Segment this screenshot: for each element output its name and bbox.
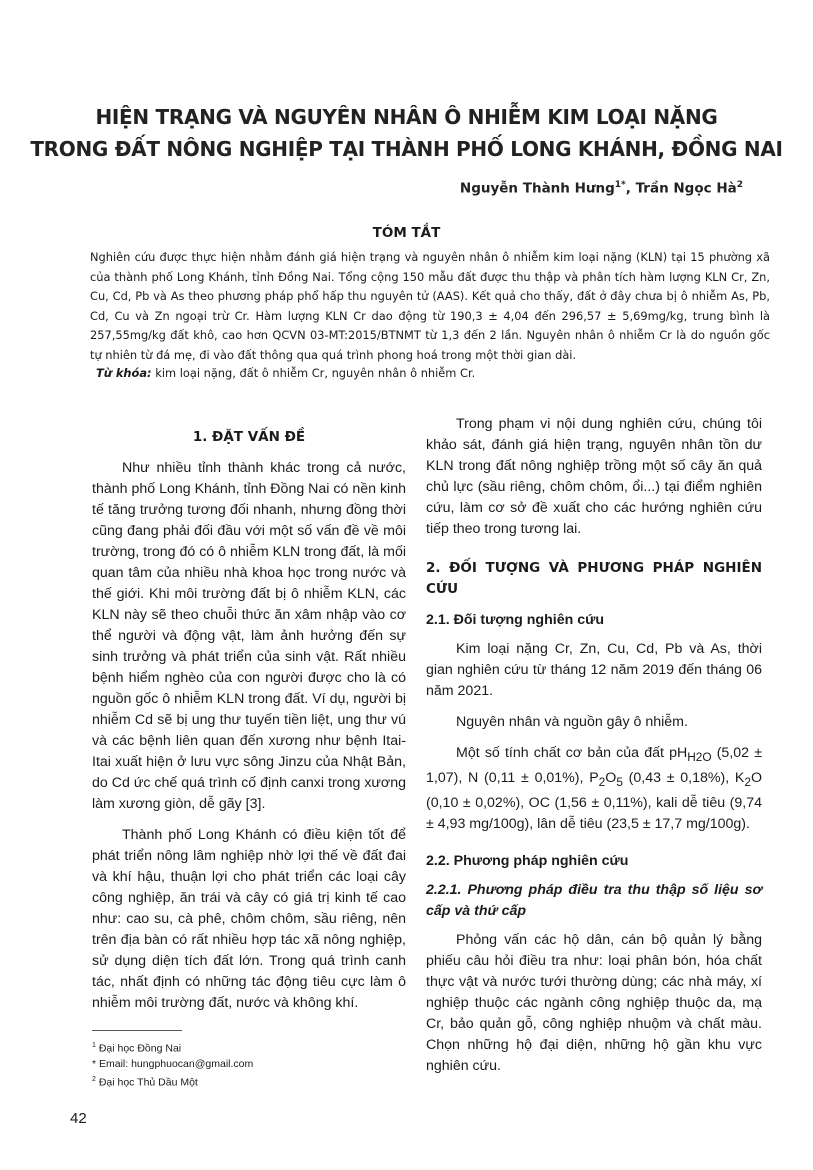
left-column: [92, 427, 406, 1024]
author-1-affil: 1*: [614, 180, 626, 190]
subsection-2-2-heading: 2.2. Phương pháp nghiên cứu: [426, 852, 629, 869]
footnote-2: $^2$ Đại học Thủ Dầu Một: [92, 1075, 198, 1088]
keywords-text: kim loại nặng, đất ô nhiễm Cr, nguyên nhân ô nhiễm Cr.: [151, 366, 476, 380]
paper-title-line1: HIỆN TRẠNG VÀ NGUYÊN NHÂN Ô NHIỄM KIM LOẠI NẶNG: [95, 105, 718, 129]
paragraph: Như nhiều tỉnh thành khác trong cả nước, thành phố Long Khánh, tỉnh Đồng Nai có nền kinh tế tăng trưởng tương đối nhanh, nhưng đồng thời cũng đang phải đối đầu với một số vấn đề về môi trường, trong đó có ô nhiễm KLN trong đất, là mối quan tâm của nhiều nhà khoa học trong nước và thế giới. Khi môi trường đất bị ô nhiễm KLN, các KLN này sẽ theo chuỗi thức ăn xâm nhập vào cơ thể người và động vật, làm ảnh hưởng đến sự sinh trưởng và phát triển của sinh vật. Rất nhiều bệnh hiểm nghèo của con người được cho là có nguồn gốc ô nhiễm KLN trong đất. Ví dụ, người bị nhiễm Cd sẽ bị ung thư tuyến tiền liệt, ung thư vú và các bệnh liên quan đến xương như bệnh Itai-Itai xuất hiện ở lưu vực sông Jinzu của Nhật Bản, do Cd ức chế quá trình cố định canxi trong xương làm xương giòn, dễ gãy [3].: [92, 460, 406, 812]
paragraph: Thành phố Long Khánh có điều kiện tốt để phát triển nông lâm nghiệp nhờ lợi thế về đất đai và khí hậu, thuận lợi cho phát triển các loại cây công nghiệp, ăn trái và cây có giá trị kinh tế cao như: cao su, cà phê, chôm chôm, sầu riêng, nên trên địa bàn có rất nhiều hợp tác xã nông nghiệp, sử dụng diện tích đất lớn. Trong quá trình canh tác, nhất định có những tác động tiêu cực làm ô nhiễm môi trường đất, nước và không khí.: [92, 827, 406, 1011]
abstract-heading: TÓM TẮT: [372, 225, 441, 241]
subsection-2-2-1-heading: 2.2.1. Phương pháp điều tra thu thập số liệu sơ cấp và thứ cấp: [426, 881, 762, 919]
paragraph: Nguyên nhân và nguồn gây ô nhiễm.: [456, 714, 688, 730]
right-column: [426, 414, 762, 1087]
paragraph: Kim loại nặng Cr, Zn, Cu, Cd, Pb và As, thời gian nghiên cứu từ tháng 12 năm 2019 đến tháng 06 năm 2021.: [426, 641, 762, 699]
paragraph-soil-properties: Một số tính chất cơ bản của đất $pH_{H2O}$ (5,02 ± 1,07), N (0,11 ± 0,01%), $P_2O_5$ (0,43 ± 0,18%), $K_2O$ (0,10 ± 0,02%), OC (1,56 ± 0,11%), kali dễ tiêu (9,74 ± 4,93 mg/100g), lân dễ tiêu (23,5 ± 17,7 mg/100g).: [426, 745, 762, 832]
page-number: 42: [70, 1110, 87, 1127]
paper-title-line2: TRONG ĐẤT NÔNG NGHIỆP TẠI THÀNH PHỐ LONG KHÁNH, ĐỒNG NAI: [30, 137, 783, 161]
section-2-heading: 2. ĐỐI TƯỢNG VÀ PHƯƠNG PHÁP NGHIÊN CỨU: [426, 560, 762, 597]
footnote-email: * Email: hungphuocan@gmail.com: [92, 1057, 254, 1070]
keywords-label: Từ khóa:: [96, 366, 152, 380]
subsection-2-1-heading: 2.1. Đối tượng nghiên cứu: [426, 612, 605, 628]
paragraph: Phỏng vấn các hộ dân, cán bộ quản lý bằng phiếu câu hỏi điều tra như: loại phân bón, hóa chất thực vật và nước tưới thường dùng; các nhà máy, xí nghiệp thuộc các ngành công nghiệp thuộc da, mạ Cr, bảo quản gỗ, công nghiệp nhuộm và chất màu. Chọn những hộ đại diện, những hộ gần khu vực nghiên cứu.: [426, 931, 762, 1074]
footnotes: [92, 1038, 253, 1090]
footnote-1: $^1$ Đại học Đồng Nai: [92, 1042, 182, 1055]
keywords: [96, 366, 475, 380]
section-1-heading: 1. ĐẶT VẤN ĐỀ: [192, 429, 306, 445]
footnote-divider: [92, 1030, 182, 1031]
author-2: , Trần Ngọc Hà: [625, 180, 737, 197]
paragraph: Trong phạm vi nội dung nghiên cứu, chúng tôi khảo sát, đánh giá hiện trạng, nguyên nhân tồn dư KLN trong đất nông nghiệp trồng một số cây ăn quả chủ lực (sầu riêng, chôm chôm, ổi...) tại điểm nghiên cứu, làm cơ sở đề xuất cho các hướng nghiên cứu tiếp theo trong tương lai.: [426, 416, 762, 537]
abstract-text: Nghiên cứu được thực hiện nhằm đánh giá hiện trạng và nguyên nhân ô nhiễm kim loại nặng (KLN) tại 15 phường xã của thành phố Long Khánh, tỉnh Đồng Nai. Tổng cộng 150 mẫu đất được thu thập và phân tích hàm lượng KLN Cr, Zn, Cu, Cd, Pb và As theo phương pháp phổ hấp thu nguyên tử (AAS). Kết quả cho thấy, đất ở đây chưa bị ô nhiễm As, Pb, Cd, Cu và Zn ngoại trừ Cr. Hàm lượng KLN Cr dao động từ 190,3 ± 4,04 đến 296,57 ± 5,69mg/kg, trung bình là 257,55mg/kg đất khô, cao hơn QCVN 03-MT:2015/BTNMT từ 1,3 đến 2 lần. Nguyên nhân ô nhiễm Cr là do nguồn gốc tự nhiên từ đá mẹ, đi vào đất thông qua quá trình phong hoá trong một thời gian dài.: [90, 250, 770, 362]
author-1: Nguyễn Thành Hưng: [459, 180, 615, 197]
authors: [460, 180, 743, 197]
author-2-affil: 2: [736, 180, 743, 190]
